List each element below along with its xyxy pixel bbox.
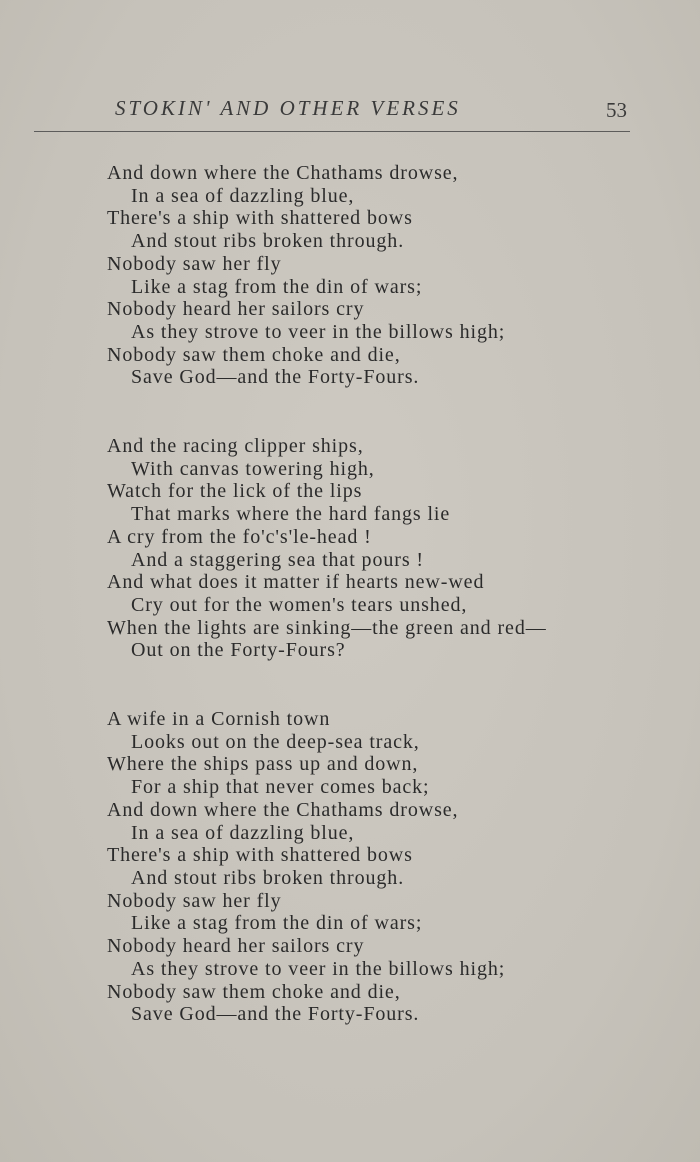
verse-line: In a sea of dazzling blue, (131, 184, 355, 207)
verse-line: Looks out on the deep-sea track, (131, 730, 420, 753)
page-number: 53 (606, 98, 627, 122)
verse-line: Watch for the lick of the lips (107, 480, 363, 503)
stanza (107, 162, 647, 389)
verse-line: Nobody saw them choke and die, (107, 980, 401, 1003)
verse-line: Where the ships pass up and down, (107, 753, 419, 776)
verse-line: And stout ribs broken through. (131, 866, 405, 889)
verse-line: And a staggering sea that pours ! (131, 548, 424, 571)
header-rule (34, 131, 630, 132)
verse-line: And the racing clipper ships, (107, 435, 364, 458)
verse-line: Nobody saw them choke and die, (107, 343, 401, 366)
verse-line: Save God—and the Forty-Fours. (131, 1003, 420, 1026)
verse-line: And down where the Chathams drowse, (107, 798, 459, 821)
verse-line: For a ship that never comes back; (131, 776, 430, 799)
running-head (0, 96, 700, 128)
stanza (107, 435, 647, 662)
verse-line: As they strove to veer in the billows high; (131, 957, 506, 980)
stanza (107, 708, 647, 1026)
verse-line: Save God—and the Forty-Fours. (131, 366, 420, 389)
verse-line: Nobody heard her sailors cry (107, 298, 365, 321)
verse-line: When the lights are sinking—the green and red— (107, 616, 547, 639)
verse-line: And what does it matter if hearts new-wed (107, 571, 485, 594)
verse-line: A cry from the fo'c's'le-head ! (107, 525, 372, 548)
verse-line: A wife in a Cornish town (107, 708, 331, 731)
verse-line: Nobody heard her sailors cry (107, 935, 365, 958)
verse-line: Like a stag from the din of wars; (131, 912, 423, 935)
verse-line: Out on the Forty-Fours? (131, 639, 346, 662)
verse-line: Like a stag from the din of wars; (131, 275, 423, 298)
verse-line: There's a ship with shattered bows (107, 844, 413, 867)
verse-line: And stout ribs broken through. (131, 230, 405, 253)
verse-line: Cry out for the women's tears unshed, (131, 593, 468, 616)
verse-line: In a sea of dazzling blue, (131, 821, 355, 844)
poem-body (107, 162, 647, 1026)
verse-line: There's a ship with shattered bows (107, 207, 413, 230)
verse-line: As they strove to veer in the billows high; (131, 320, 506, 343)
running-title: STOKIN' AND OTHER VERSES (115, 96, 461, 120)
verse-line: Nobody saw her fly (107, 889, 282, 912)
verse-line: That marks where the hard fangs lie (131, 503, 451, 526)
verse-line: And down where the Chathams drowse, (107, 162, 459, 184)
verse-line: Nobody saw her fly (107, 252, 282, 275)
verse-line: With canvas towering high, (131, 457, 375, 480)
